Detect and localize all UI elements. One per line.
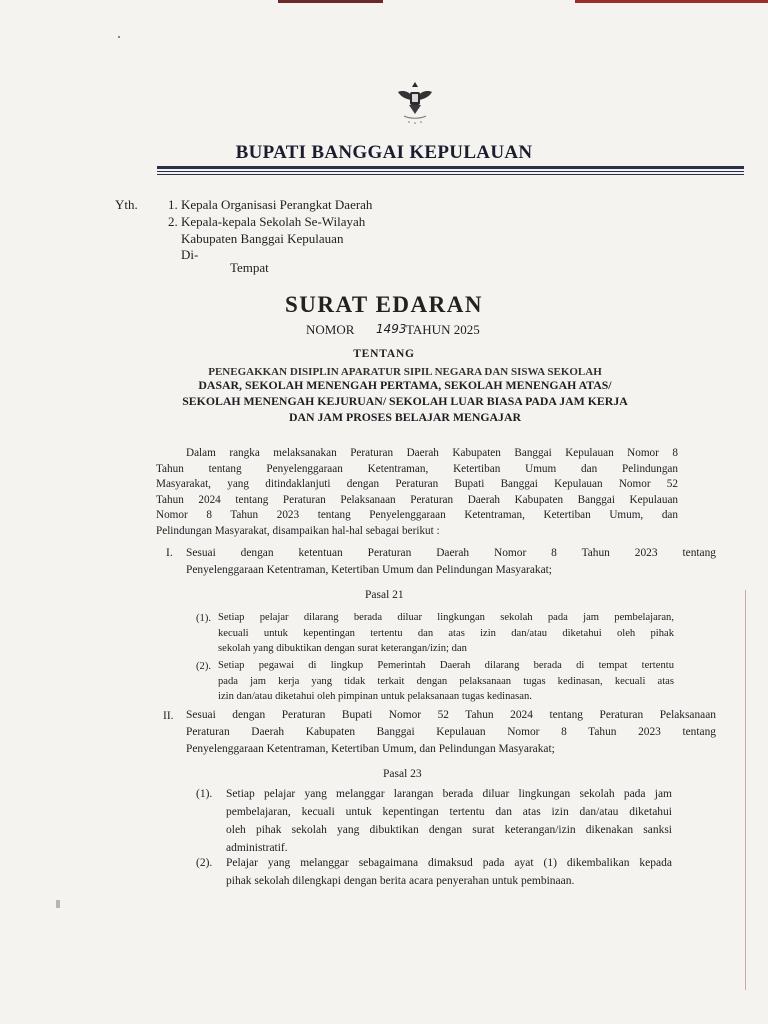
scan-dust: [118, 36, 120, 38]
ayat-line: izin dan/atau diketahui oleh pimpinan untuk pelaksanaan tugas kedinasan.: [218, 691, 532, 702]
subject-line: PENEGAKKAN DISIPLIN APARATUR SIPIL NEGARA DAN SISWA SEKOLAH: [208, 368, 602, 377]
scan-edge-mark: [575, 0, 768, 3]
scan-spot: [56, 900, 60, 908]
section-numeral: I.: [166, 547, 173, 559]
pasal-heading: Pasal 21: [365, 589, 404, 601]
ayat-line: Setiap pegawai di lingkup Pemerintah Daerah dilarang berada di tempat tertentu: [218, 660, 674, 671]
ayat-line: Pelajar yang melanggar sebagaimana dimaksud pada ayat (1) dikembalikan kepada: [226, 857, 672, 869]
scan-edge-mark: [278, 0, 383, 3]
ayat-line: pada jam kerja yang tidak terkait dengan pelaksanaan tugas kedinasan, kecuali atas: [218, 675, 674, 687]
recipient-line: Di-: [181, 247, 199, 262]
section-numeral: II.: [163, 710, 174, 722]
recipient-line: Tempat: [230, 260, 269, 275]
ayat-number: (1).: [196, 613, 212, 624]
letterhead-rule: [157, 166, 744, 169]
ayat-text: [218, 658, 674, 705]
ayat-line: oleh pihak sekolah yang dibuktikan dengan surat keterangan/izin dikenakan sanksi: [226, 824, 672, 836]
letterhead-title: BUPATI BANGGAI KEPULAUAN: [235, 142, 533, 163]
intro-line: Tahun 2024 tentang Peraturan Pelaksanaan Peraturan Daerah Kabupaten Banggai Kepulauan: [156, 493, 678, 506]
letterhead-rule: [157, 174, 744, 175]
subject-block: [140, 368, 670, 425]
nomor-value: 1493: [376, 322, 407, 336]
ayat-number: (2).: [196, 661, 212, 672]
section-line: Sesuai dengan Peraturan Bupati Nomor 52 Tahun 2024 tentang Peraturan Pelaksanaan: [186, 709, 716, 721]
ayat-line: Setiap pelajar yang melanggar larangan berada diluar lingkungan sekolah pada jam: [226, 788, 672, 800]
recipient-line: Kabupaten Banggai Kepulauan: [181, 231, 344, 246]
ayat-line: pembelajaran, kecuali untuk kepentingan tertentu dan atas izin dan/atau diketahui: [226, 806, 672, 818]
ayat-text: [226, 854, 672, 890]
pasal-heading: Pasal 23: [383, 768, 422, 780]
section-text: [186, 545, 716, 579]
ayat-number: (2).: [196, 857, 213, 869]
intro-line: Masyarakat, yang ditindaklanjuti dengan Peraturan Bupati Banggai Kepulauan Nomor 52: [156, 478, 678, 491]
ayat-line: Setiap pelajar dilarang berada diluar lingkungan sekolah pada jam pembelajaran,: [218, 612, 674, 623]
ayat-line: administratif.: [226, 842, 288, 854]
letterhead-rule: [157, 171, 744, 172]
subject-line: DASAR, SEKOLAH MENENGAH PERTAMA, SEKOLAH MENENGAH ATAS/: [198, 378, 612, 392]
section-text: [186, 707, 716, 758]
recipient-line: 2. Kepala-kepala Sekolah Se-Wilayah: [168, 214, 366, 229]
tahun-label: TAHUN 2025: [406, 322, 480, 337]
ayat-line: sekolah yang dibuktikan dengan surat keterangan/izin; dan: [218, 643, 467, 654]
scan-edge-line: [745, 590, 746, 990]
intro-line: Dalam rangka melaksanakan Peraturan Daerah Kabupaten Banggai Kepulauan Nomor 8: [186, 447, 678, 459]
section-line: Sesuai dengan ketentuan Peraturan Daerah Nomor 8 Tahun 2023 tentang: [186, 547, 716, 559]
intro-paragraph: [156, 446, 678, 540]
recipient-label: Yth.: [115, 197, 138, 212]
ayat-text: [226, 785, 672, 857]
document-title: SURAT EDARAN: [285, 292, 483, 317]
section-line: Penyelenggaraan Ketentraman, Ketertiban Umum dan Pelindungan Masyarakat;: [186, 564, 552, 576]
section-line: Peraturan Daerah Kabupaten Banggai Kepulauan Nomor 8 Tahun 2023 tentang: [186, 726, 716, 738]
section-line: Penyelenggaraan Ketentraman, Ketertiban Umum, dan Pelindungan Masyarakat;: [186, 743, 555, 755]
recipient-line: 1. Kepala Organisasi Perangkat Daerah: [168, 197, 373, 212]
ayat-number: (1).: [196, 788, 213, 800]
ayat-text: [218, 610, 674, 657]
subject-line: DAN JAM PROSES BELAJAR MENGAJAR: [288, 410, 521, 424]
ayat-line: pihak sekolah dilengkapi dengan berita acara penyerahan untuk pembinaan.: [226, 875, 575, 887]
tentang-heading: TENTANG: [353, 348, 415, 360]
subject-line: SEKOLAH MENENGAH KEJURUAN/ SEKOLAH LUAR BIASA PADA JAM KERJA: [182, 394, 628, 408]
intro-line: Nomor 8 Tahun 2023 tentang Penyelenggaraan Ketentraman, Ketertiban Umum, dan: [156, 509, 678, 522]
intro-line: Tahun tentang Penyelenggaraan Ketentraman, Ketertiban Umum dan Pelindungan: [156, 462, 678, 475]
nomor-label: NOMOR: [306, 322, 355, 337]
intro-line: Pelindungan Masyarakat, disampaikan hal-hal sebagai berikut :: [156, 524, 440, 537]
garuda-emblem-icon: [392, 78, 438, 128]
ayat-line: kecuali untuk kepentingan tertentu dan atas izin dan/atau diketahui oleh pihak: [218, 627, 674, 639]
